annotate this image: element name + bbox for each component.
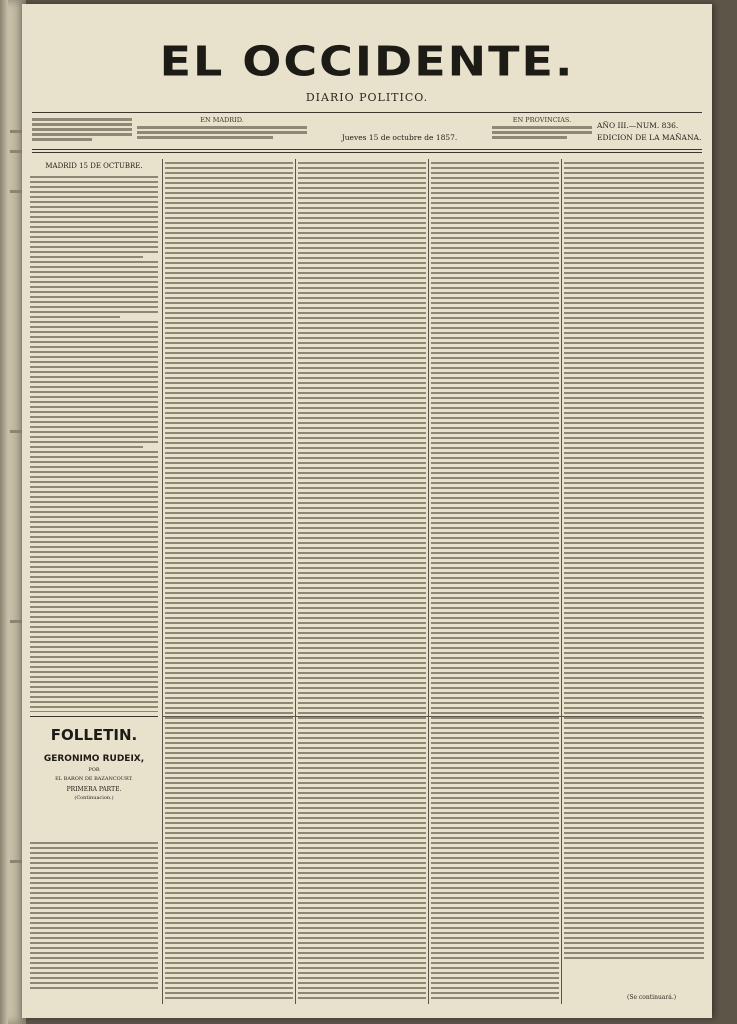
folletin-band-rule xyxy=(162,716,702,717)
column-4 xyxy=(431,162,559,1002)
folletin-title: FOLLETIN. xyxy=(50,726,138,744)
issue-date: Jueves 15 de octubre de 1857. xyxy=(341,133,458,142)
story-part: PRIMERA PARTE. xyxy=(66,786,122,793)
bleed-through-text xyxy=(10,130,22,133)
column-5 xyxy=(564,162,704,1002)
column-1 xyxy=(30,162,158,712)
folletin-section xyxy=(30,726,158,801)
provincias-heading: EN PROVINCIAS. xyxy=(512,116,572,124)
column-separator xyxy=(162,159,163,1004)
edition-box xyxy=(597,120,707,144)
column-separator xyxy=(561,159,562,1004)
bleed-through-text xyxy=(10,430,22,433)
continuation-note: (Se continuará.) xyxy=(627,994,677,1001)
page-fold-shadow xyxy=(0,0,8,1024)
year-number: AÑO III.—NUM. 836. xyxy=(597,121,679,130)
masthead-subtitle: DIARIO POLITICO. xyxy=(305,91,429,104)
edition-name: EDICION DE LA MAÑANA. xyxy=(597,133,702,142)
column-1-heading: MADRID 15 DE OCTUBRE. xyxy=(45,162,143,170)
header-bottom-rule xyxy=(32,149,702,150)
madrid-prices xyxy=(137,116,307,146)
folletin-text xyxy=(30,842,158,1002)
column-1-text xyxy=(30,176,158,712)
story-author: EL BARON DE BAZANCOURT. xyxy=(55,776,133,782)
column-separator xyxy=(295,159,296,1004)
provincias-prices xyxy=(492,116,592,146)
bleed-through-text xyxy=(10,150,22,153)
header-top-rule xyxy=(32,112,702,113)
subscription-notice xyxy=(32,116,132,146)
column-separator xyxy=(428,159,429,1004)
column-3 xyxy=(298,162,426,1002)
bleed-through-text xyxy=(10,190,22,193)
masthead-title: EL OCCIDENTE. xyxy=(159,36,575,86)
folletin-rule xyxy=(30,716,158,717)
bleed-through-text xyxy=(10,860,22,863)
newspaper-page xyxy=(22,4,712,1018)
story-continuation: (Continuacion.) xyxy=(74,795,114,801)
bleed-through-text xyxy=(10,620,22,623)
column-2 xyxy=(165,162,293,1002)
header-bottom-rule-double xyxy=(32,152,702,153)
madrid-heading: EN MADRID. xyxy=(200,116,244,124)
story-por: POR xyxy=(88,767,100,773)
story-title: GERONIMO RUDEIX, xyxy=(43,754,145,764)
